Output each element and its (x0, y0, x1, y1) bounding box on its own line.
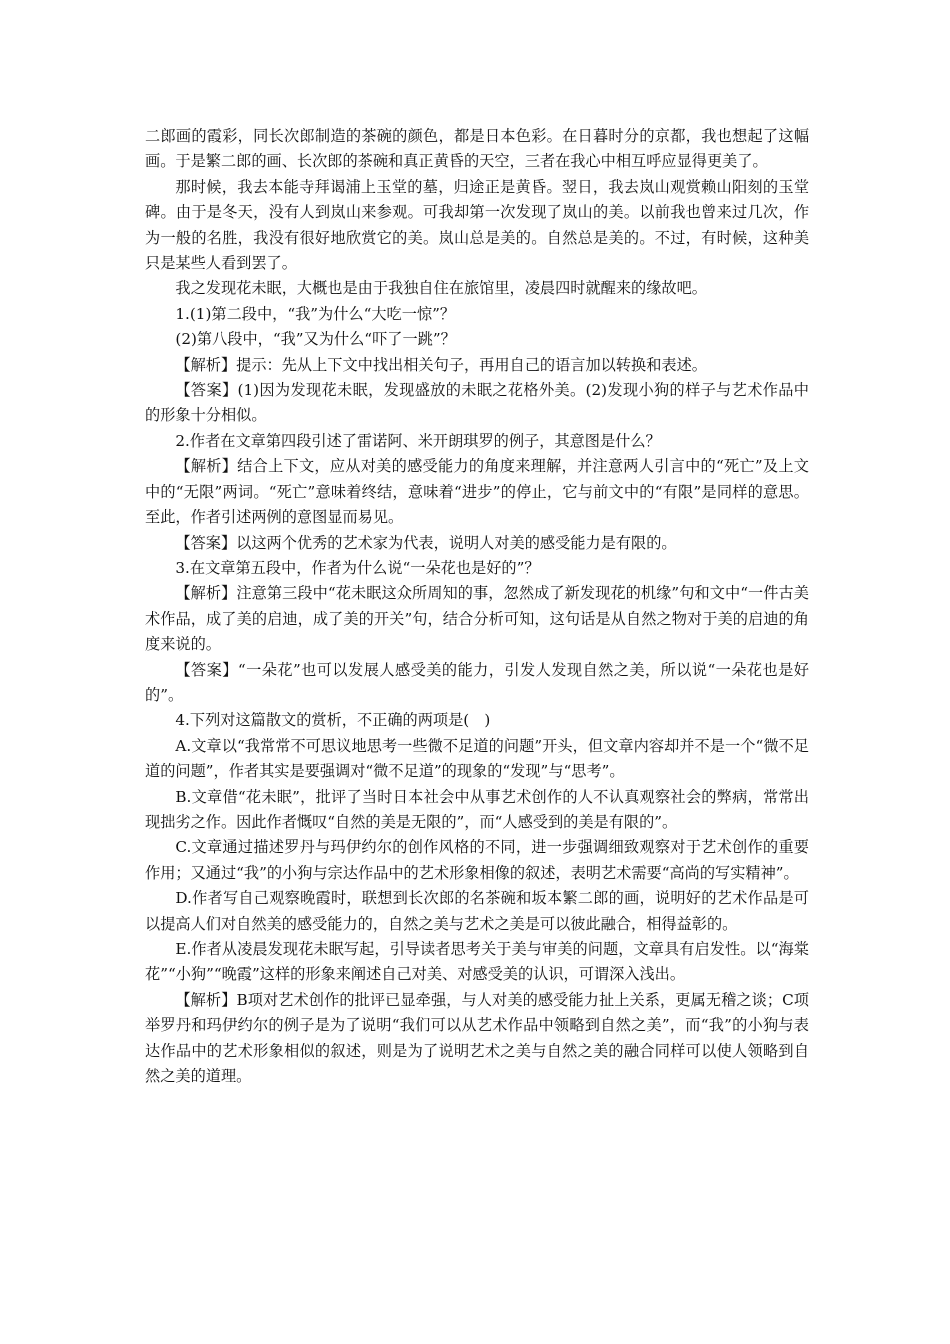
document-page (145, 124, 809, 1089)
paragraph-closing: 我之发现花未眠，大概也是由于我独自住在旅馆里，凌晨四时就醒来的缘故吧。 (175, 279, 707, 298)
option-d: D.作者写自己观察晚霞时，联想到长次郎的名茶碗和坂本繁二郎的画，说明好的艺术作品是可以提高人们对自然美的感受能力的，自然之美与艺术之美是可以彼此融合，相得益彰的。 (145, 889, 809, 933)
analysis-3: 【解析】注意第三段中“花未眠这众所周知的事，忽然成了新发现花的机缘”句和文中“一件古美术作品，成了美的启迪，成了美的开关”句，结合分析可知，这句话是从自然之物对于美的启迪的角度来说的。 (145, 584, 809, 654)
option-a: A.文章以“我常常不可思议地思考一些微不足道的问题”开头，但文章内容却并不是一个“微不足道的问题”，作者其实是要强调对“微不足道”的现象的“发现”与“思考”。 (145, 736, 809, 781)
question-3: 3.在文章第五段中，作者为什么说“一朵花也是好的”？ (175, 558, 540, 577)
answer-2: 【答案】以这两个优秀的艺术家为代表，说明人对美的感受能力是有限的。 (175, 533, 677, 552)
question-1-part-1: 1.(1)第二段中，“我”为什么“大吃一惊”？ (175, 304, 456, 323)
answer-3: 【答案】“一朵花”也可以发展人感受美的能力，引发人发现自然之美，所以说“一朵花也是好的”。 (145, 660, 809, 704)
analysis-2: 【解析】结合上下文，应从对美的感受能力的角度来理解，并注意两人引言中的“死亡”及上文中的“无限”两词。“死亡”意味着终结，意味着“进步”的停止，它与前文中的“有限”是同样的意思。至此，作者引述两例的意图显而易见。 (145, 457, 809, 527)
analysis-1: 【解析】提示：先从上下文中找出相关句子，再用自己的语言加以转换和表述。 (175, 355, 707, 374)
option-e: E.作者从凌晨发现花未眠写起，引导读者思考关于美与审美的问题，文章具有启发性。以“海棠花”“小狗”“晚霞”这样的形象来阐述自己对美、对感受美的认识，可谓深入浅出。 (145, 940, 809, 984)
question-4: 4.下列对这篇散文的赏析，不正确的两项是( ) (175, 711, 491, 730)
paragraph-arashiyama: 那时候，我去本能寺拜谒浦上玉堂的墓，归途正是黄昏。翌日，我去岚山观赏赖山阳刻的玉堂碑。由于是冬天，没有人到岚山来参观。可我却第一次发现了岚山的美。以前我也曾来过几次，作为一般的名胜，我没有很好地欣赏它的美。岚山总是美的。自然总是美的。不过，有时候，这种美只是某些人看到罢了。 (145, 177, 809, 273)
option-b: B.文章借“花未眠”，批评了当时日本社会中从事艺术创作的人不认真观察社会的弊病，常常出现拙劣之作。因此作者慨叹“自然的美是无限的”，而“人感受到的美是有限的”。 (145, 787, 809, 831)
question-1-part-2: (2)第八段中，“我”又为什么“吓了一跳”？ (175, 330, 456, 349)
option-c: C.文章通过描述罗丹与玛伊约尔的创作风格的不同，进一步强调细致观察对于艺术创作的重要作用；又通过“我”的小狗与宗达作品中的艺术形象相像的叙述，表明艺术需要“高尚的写实精神”。 (145, 838, 809, 882)
analysis-4: 【解析】B项对艺术创作的批评已显牵强，与人对美的感受能力扯上关系，更属无稽之谈；C项举罗丹和玛伊约尔的例子是为了说明“我们可以从艺术作品中领略到自然之美”，而“我”的小狗与表达作品中的艺术形象相似的叙述，则是为了说明艺术之美与自然之美的融合同样可以使人领略到自然之美的道理。 (145, 990, 809, 1086)
answer-1: 【答案】(1)因为发现花未眠，发现盛放的未眠之花格外美。(2)发现小狗的样子与艺术作品中的形象十分相似。 (145, 381, 809, 425)
question-2: 2.作者在文章第四段引述了雷诺阿、米开朗琪罗的例子，其意图是什么？ (175, 431, 661, 450)
paragraph-continuation: 二郎画的霞彩，同长次郎制造的茶碗的颜色，都是日本色彩。在日暮时分的京都，我也想起了这幅画。于是繁二郎的画、长次郎的茶碗和真正黄昏的天空，三者在我心中相互呼应显得更美了。 (145, 127, 809, 171)
